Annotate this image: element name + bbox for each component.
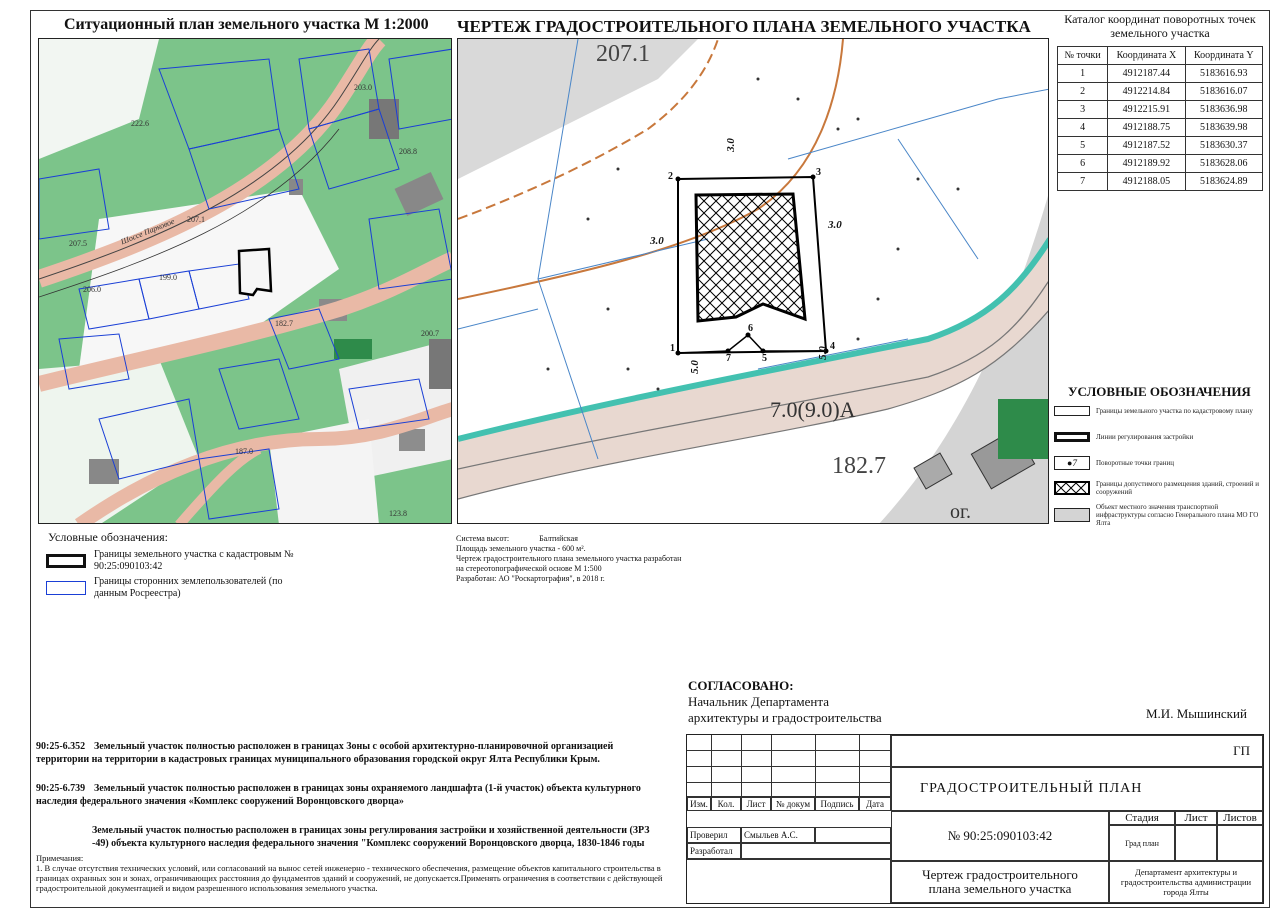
dimension-label: 3.0 bbox=[828, 219, 842, 231]
zone-text: Земельный участок полностью расположен в границах зоны регулирования застройки и хозяйственной деятельности (ЗРЗ -49) объекта культурного наследия федерального значения "Комплекс сооружений Воронцовского дворца, 1830-1846 годы bbox=[92, 825, 650, 849]
zone-note bbox=[36, 740, 656, 766]
drawing-title: ЧЕРТЕЖ ГРАДОСТРОИТЕЛЬНОГО ПЛАНА ЗЕМЕЛЬНОГО УЧАСТКА bbox=[457, 17, 1031, 36]
table-row bbox=[1058, 119, 1263, 137]
developed-label: Разработал bbox=[687, 843, 741, 859]
checked-label: Проверил bbox=[687, 827, 741, 843]
cell: 5183616.07 bbox=[1185, 83, 1262, 101]
dimension-label: 3.0 bbox=[724, 138, 737, 152]
grid-line bbox=[711, 735, 712, 797]
cell: 5183639.98 bbox=[1185, 119, 1262, 137]
approval-line: Начальник Департамента bbox=[688, 694, 829, 709]
situation-legend-item bbox=[46, 576, 296, 600]
blue-boundary-swatch bbox=[46, 581, 86, 595]
legend-text: Границы земельного участка с кадастровым № 90:25:090103:42 bbox=[94, 549, 294, 572]
coordinate-table bbox=[1057, 46, 1263, 191]
grid-line bbox=[859, 735, 860, 797]
sheet-code: ГП bbox=[891, 735, 1263, 767]
legend-item bbox=[1054, 432, 1266, 442]
height-label: 203.0 bbox=[354, 83, 372, 92]
drawing-info bbox=[456, 534, 682, 584]
zone-note bbox=[92, 824, 656, 850]
dimension-label: 3.0 bbox=[650, 235, 664, 247]
catalog-title: Каталог координат поворотных точек земельного участка bbox=[1064, 12, 1256, 40]
legend-item bbox=[1054, 456, 1266, 470]
drawing-height-label: 207.1 bbox=[596, 41, 650, 67]
drawing-map bbox=[457, 38, 1049, 524]
cell: 4912187.44 bbox=[1108, 65, 1185, 83]
black-boundary-swatch bbox=[46, 554, 86, 568]
height-label: 208.8 bbox=[399, 147, 417, 156]
parcel-boundary-swatch bbox=[1054, 406, 1090, 416]
col-header: Координата Y bbox=[1185, 47, 1262, 65]
point-label: 5 bbox=[762, 353, 767, 364]
regulation-line-swatch bbox=[1054, 432, 1090, 442]
col-header: Лист bbox=[741, 797, 771, 811]
legend-text: Границы земельного участка по кадастровому плану bbox=[1096, 407, 1253, 415]
point-label: 3 bbox=[816, 167, 821, 178]
grid-cell bbox=[1217, 825, 1263, 861]
col-header: Изм. bbox=[687, 797, 711, 811]
legend-text: Объект местного значения транспортной инфраструктуры согласно Генерального плана МО ГО Ялта bbox=[1096, 503, 1259, 527]
drawing-road-label: 7.0(9.0)А bbox=[770, 397, 856, 422]
situation-legend-title: Условные обозначения: bbox=[48, 530, 169, 544]
table-row bbox=[1058, 155, 1263, 173]
remarks bbox=[36, 853, 680, 893]
cell: 4912187.52 bbox=[1108, 137, 1185, 155]
approval-line: архитектуры и градостроительства bbox=[688, 710, 882, 725]
zone-text: Земельный участок полностью расположен в границах Зоны с особой архитектурно-планировочной организацией территории на территории в кадастровых границах муниципального образования городской округ Ялта Республики Крым. bbox=[36, 741, 614, 765]
zone-note bbox=[36, 782, 656, 808]
road-label: Шоссе Парковое bbox=[119, 216, 176, 247]
organization: Департамент архитектуры и градостроительства администрации города Ялты bbox=[1109, 861, 1263, 903]
grid-cell bbox=[687, 767, 891, 783]
cell: 5183624.89 bbox=[1185, 173, 1262, 191]
grid-line bbox=[815, 735, 816, 797]
cell: 7 bbox=[1058, 173, 1108, 191]
cell: 4 bbox=[1058, 119, 1108, 137]
parcel-area: Площадь земельного участка - 600 м². bbox=[456, 544, 586, 553]
height-label: 222.6 bbox=[131, 119, 149, 128]
height-label: 207.1 bbox=[187, 215, 205, 224]
situation-plan-map bbox=[38, 38, 452, 524]
table-row bbox=[1058, 83, 1263, 101]
legend-text: Границы сторонних землепользователей (по данным Росреестра) bbox=[94, 576, 283, 599]
grid-line bbox=[741, 735, 742, 797]
developer-note: Разработан: АО "Роскартография", в 2018 г. bbox=[456, 574, 605, 583]
transport-object-swatch bbox=[1054, 508, 1090, 522]
stage-header: Стадия bbox=[1109, 811, 1175, 825]
drawing-og-label: ог. bbox=[950, 501, 971, 523]
table-row bbox=[1058, 137, 1263, 155]
col-header: Подпись bbox=[815, 797, 859, 811]
zone-code: 90:25-6.352 bbox=[36, 741, 86, 752]
drawing-svg bbox=[458, 39, 1049, 524]
col-header: Координата X bbox=[1108, 47, 1185, 65]
cell: 6 bbox=[1058, 155, 1108, 173]
zone-code: 90:25-6.739 bbox=[36, 783, 86, 794]
point-label: 4 bbox=[830, 341, 835, 352]
cell: 4912214.84 bbox=[1108, 83, 1185, 101]
height-label: 206.0 bbox=[83, 285, 101, 294]
cell: 1 bbox=[1058, 65, 1108, 83]
cell: 4912188.05 bbox=[1108, 173, 1185, 191]
dimension-label: 5.0 bbox=[688, 360, 701, 374]
grid-line bbox=[771, 735, 772, 797]
situation-plan-title: Ситуационный план земельного участка М 1:2000 bbox=[64, 16, 429, 33]
stage-header: Лист bbox=[1175, 811, 1217, 825]
height-label: 182.7 bbox=[275, 319, 293, 328]
approval-block bbox=[688, 678, 882, 726]
point-label: 7 bbox=[726, 353, 731, 364]
cell: 4912215.91 bbox=[1108, 101, 1185, 119]
drawing-name: Чертеж градостроительного плана земельного участка bbox=[891, 861, 1109, 903]
col-header: № докум bbox=[771, 797, 815, 811]
legend-text: Границы допустимого размещения зданий, строений и сооружений bbox=[1096, 480, 1259, 496]
table-row bbox=[1058, 65, 1263, 83]
cell: 4912189.92 bbox=[1108, 155, 1185, 173]
col-header: № точки bbox=[1058, 47, 1108, 65]
checked-name: Смыльев А.С. bbox=[741, 827, 815, 843]
situation-legend-item bbox=[46, 549, 296, 573]
height-label: 200.7 bbox=[421, 329, 439, 338]
grid-cell bbox=[815, 827, 891, 843]
height-label: 123.8 bbox=[389, 509, 407, 518]
cell: 5183636.98 bbox=[1185, 101, 1262, 119]
grid-cell bbox=[687, 783, 891, 797]
legend-item bbox=[1054, 406, 1266, 416]
grid-cell bbox=[687, 735, 891, 751]
cell: 5183628.06 bbox=[1185, 155, 1262, 173]
zone-text: Земельный участок полностью расположен в границах зоны охраняемого ландшафта (1-й участок) объекта культурного наследия федерального значения «Комплекс сооружений Воронцовского дворца» bbox=[36, 783, 641, 807]
dimension-label: 5.0 bbox=[816, 346, 829, 360]
turning-point-swatch: ● 7 bbox=[1054, 456, 1090, 470]
table-row bbox=[1058, 173, 1263, 191]
height-system: Система высот: Балтийская bbox=[456, 534, 578, 543]
height-label: 207.5 bbox=[69, 239, 87, 248]
height-label: 187.0 bbox=[235, 447, 253, 456]
legend-text: Поворотные точки границ bbox=[1096, 459, 1175, 467]
cell: 3 bbox=[1058, 101, 1108, 119]
col-header: Кол. bbox=[711, 797, 741, 811]
remarks-text: 1. В случае отсутствия технических условий, или согласований на вынос сетей инженерно - технического обеспечения, размещение объектов капитального строительства в границах охранных зон и зонах, ограничивающих расстояния до фундаментов зданий и сооружений, не допускается.Применять ограничения в соответствии с действующей градостроительной документацией и видом разрешенного использования земельного участка. bbox=[36, 863, 663, 893]
legend-item bbox=[1054, 503, 1266, 527]
legend-item bbox=[1054, 480, 1266, 496]
point-label: 2 bbox=[668, 171, 673, 182]
grid-cell bbox=[1175, 825, 1217, 861]
cell: 5 bbox=[1058, 137, 1108, 155]
col-header: Дата bbox=[859, 797, 891, 811]
legend-text: Линии регулирования застройки bbox=[1096, 433, 1194, 441]
table-row bbox=[1058, 101, 1263, 119]
hatch-swatch-icon bbox=[1054, 481, 1090, 495]
approval-title: СОГЛАСОВАНО: bbox=[688, 678, 794, 693]
remarks-title: Примечания: bbox=[36, 853, 84, 863]
point-sample-label: 7 bbox=[1072, 458, 1077, 468]
cell: 5183616.93 bbox=[1185, 65, 1262, 83]
stage-value: Град план bbox=[1109, 825, 1175, 861]
cell: 5183630.37 bbox=[1185, 137, 1262, 155]
point-label: 6 bbox=[748, 323, 753, 334]
cell: 2 bbox=[1058, 83, 1108, 101]
stamp-title: ГРАДОСТРОИТЕЛЬНЫЙ ПЛАН bbox=[891, 767, 1263, 811]
cell: 4912188.75 bbox=[1108, 119, 1185, 137]
grid-cell bbox=[687, 859, 891, 903]
stage-header: Листов bbox=[1217, 811, 1263, 825]
plan-number: № 90:25:090103:42 bbox=[891, 811, 1109, 861]
basis-note: Чертеж градостроительного плана земельного участка разработан на стереотопографической основе М 1:500 bbox=[456, 554, 682, 573]
legend-title: УСЛОВНЫЕ ОБОЗНАЧЕНИЯ bbox=[1068, 384, 1251, 399]
grid-cell bbox=[741, 843, 891, 859]
point-label: 1 bbox=[670, 343, 675, 354]
drawing-height-label: 182.7 bbox=[832, 453, 886, 479]
title-block bbox=[686, 734, 1264, 904]
grid-cell bbox=[687, 751, 891, 767]
signer-name: М.И. Мышинский bbox=[1146, 706, 1247, 721]
height-label: 199.0 bbox=[159, 273, 177, 282]
